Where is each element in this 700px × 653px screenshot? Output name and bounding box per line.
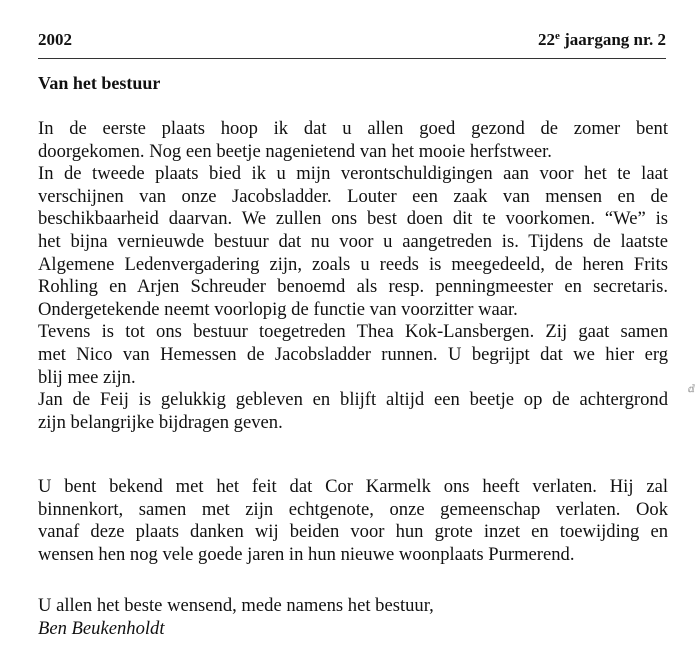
author-name: Ben Beukenholdt (38, 617, 165, 639)
text-line: het bijna vernieuwde bestuur dat nu voor u aangetreden is. Tijdens de laatste (38, 230, 668, 252)
text-line: beschikbaarheid daarvan. We zullen ons best doen dit te voorkomen. “We” is (38, 208, 668, 230)
text-line: doorgekomen. Nog een beetje nagenietend van het mooie herfstweer. (38, 140, 552, 162)
header-year: 2002 (38, 30, 72, 49)
text-line: blij mee zijn. (38, 366, 136, 388)
volume-rest: jaargang nr. 2 (564, 30, 666, 49)
page-header (38, 30, 666, 54)
text-line: binnenkort, samen met zijn echtgenote, onze gemeenschap verlaten. Ook (38, 498, 668, 520)
signature-block (38, 595, 434, 640)
text-line: zijn belangrijke bijdragen geven. (38, 411, 283, 433)
scan-speck: ⅆ (688, 384, 695, 395)
text-line: Ondergetekende neemt voorlopig de functie van voorzitter waar. (38, 298, 518, 320)
text-line: verschijnen van onze Jacobsladder. Louter een zaak van mensen en de (38, 185, 668, 207)
text-line: In de eerste plaats hoop ik dat u allen goed gezond de zomer bent (38, 118, 668, 139)
text-line: vanaf deze plaats danken wij beiden voor hun grote inzet en toewijding en (38, 521, 668, 543)
volume-number: 22 (538, 30, 555, 49)
text-line: Jan de Feij is gelukkig gebleven en blijft altijd een beetje op de achtergrond (38, 389, 668, 411)
text-line: U bent bekend met het feit dat Cor Karmelk ons heeft verlaten. Hij zal (38, 476, 668, 497)
text-line: In de tweede plaats bied ik u mijn verontschuldigingen aan voor het te laat (38, 163, 668, 185)
text-line: Tevens is tot ons bestuur toegetreden Thea Kok-Lansbergen. Zij gaat samen (38, 321, 668, 343)
text-line: wensen hen nog vele goede jaren in hun nieuwe woonplaats Purmerend. (38, 543, 575, 565)
text-line: Rohling en Arjen Schreuder benoemd als resp. penningmeester en secretaris. (38, 276, 668, 298)
volume-suffix: e (555, 30, 560, 42)
closing-line: U allen het beste wensend, mede namens het bestuur, (38, 595, 434, 616)
text-line: met Nico van Hemessen de Jacobsladder runnen. U begrijpt dat we hier erg (38, 343, 668, 365)
text-line: Algemene Ledenvergadering zijn, zoals u reeds is meegedeeld, de heren Frits (38, 253, 668, 275)
article-title: Van het bestuur (38, 73, 161, 93)
paragraph-1 (38, 118, 668, 434)
header-divider (38, 58, 666, 59)
header-volume (538, 30, 666, 50)
paragraph-2 (38, 476, 668, 566)
